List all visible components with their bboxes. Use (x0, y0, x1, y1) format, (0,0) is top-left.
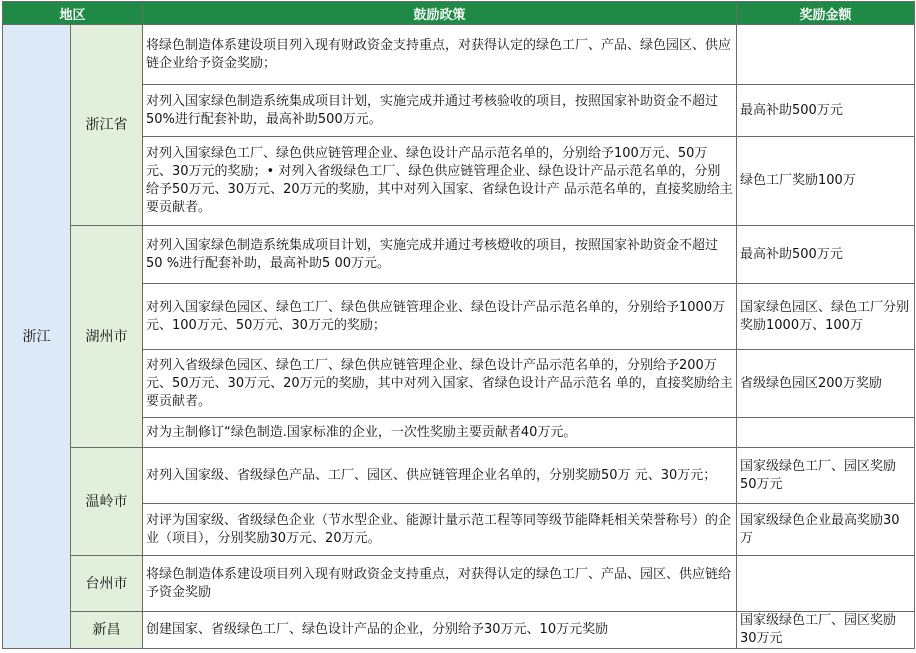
city-cell-taizhou: 台州市 (71, 556, 143, 612)
table-row (3, 25, 915, 85)
reward-cell: 国家绿色园区、绿色工厂分别奖励1000万、100万 (737, 284, 915, 350)
reward-cell: 国家级绿色企业最高奖励30万 (737, 504, 915, 556)
header-region: 地区 (3, 2, 143, 25)
reward-cell (737, 25, 915, 85)
reward-cell: 国家级绿色工厂、园区奖励50万元 (737, 448, 915, 504)
table-row (3, 556, 915, 612)
header-row (3, 2, 915, 25)
reward-cell: 绿色工厂奖励100万 (737, 137, 915, 226)
policy-cell: 对列入省级绿色园区、绿色工厂、绿色供应链管理企业、绿色设计产品示范名单的，分别给予200万元、50万元、30万元、20万元的奖励，其中对列入国家、省绿色设计产品示范名 单的，直接奖励给主要贡献者。 (143, 350, 737, 418)
city-cell-huzhou: 湖州市 (71, 226, 143, 448)
table-row (3, 612, 915, 649)
policy-cell: 对列入国家绿色制造系统集成项目计划，实施完成并通过考核验收的项目，按照国家补助资金不超过50%进行配套补助，最高补助500万元。 (143, 85, 737, 137)
policy-cell: 创建国家、省级绿色工厂、绿色设计产品的企业，分别给予30万元、10万元奖励 (143, 612, 737, 649)
reward-cell (737, 418, 915, 448)
policy-cell: 对列入国家绿色制造系统集成项目计划，实施完成并通过考核燈收的项目，按照国家补助资金不超过50 %进行配套补助，最高补助5 00万元。 (143, 226, 737, 284)
city-cell-zhejiang-province: 浙江省 (71, 25, 143, 226)
policy-cell: 对评为国家级、省级绿色企业（节水型企业、能源计量示范工程等同等级节能降耗相关荣誉称号）的企业（项目），分别奖励30万元、20万元。 (143, 504, 737, 556)
policy-table (2, 1, 915, 649)
policy-cell: 对列入国家绿色园区、绿色工厂、绿色供应链管理企业、绿色设计产品示范名单的，分别给予1000万元、100万元、50万元、30万元的奖励； (143, 284, 737, 350)
city-cell-xinchang: 新昌 (71, 612, 143, 649)
reward-cell: 省级绿色园区200万奖励 (737, 350, 915, 418)
reward-cell: 最高补助500万元 (737, 226, 915, 284)
policy-cell: 将绿色制造体系建设项目列入现有财政资金支持重点，对获得认定的绿色工厂、产品、园区、供应链给予资金奖励 (143, 556, 737, 612)
policy-cell: 将绿色制造体系建设项目列入现有财政资金支持重点，对获得认定的绿色工厂、产品、绿色园区、供应链企业给予资金奖励； (143, 25, 737, 85)
reward-cell (737, 556, 915, 612)
table-row (3, 226, 915, 284)
policy-cell: 对为主制修订“绿色制造.国家标准的企业，一次性奖励主要贡献者40万元。 (143, 418, 737, 448)
header-reward: 奖励金额 (737, 2, 915, 25)
city-cell-wenling: 温岭市 (71, 448, 143, 556)
policy-cell: 对列入国家绿色工厂、绿色供应链管理企业、绿色设计产品示范名单的，分别给予100万元、50万元、30万元的奖励；• 对列入省级绿色工厂、绿色供应链管理企业、绿色设计产品示范名单的，分别给予50万元、30万元、20万元的奖励，其中对列入国家、省绿色设计产 品示范名单的，直接奖励给主要贡献者。 (143, 137, 737, 226)
region-cell-zhejiang: 浙江 (3, 25, 71, 649)
table-row (3, 448, 915, 504)
header-policy: 鼓励政策 (143, 2, 737, 25)
reward-cell: 国家级绿色工厂、园区奖励30万元 (737, 612, 915, 649)
policy-cell: 对列入国家级、省级绿色产品、工厂、园区、供应链管理企业名单的，分别奖励50万 元、30万元； (143, 448, 737, 504)
reward-cell: 最高补助500万元 (737, 85, 915, 137)
